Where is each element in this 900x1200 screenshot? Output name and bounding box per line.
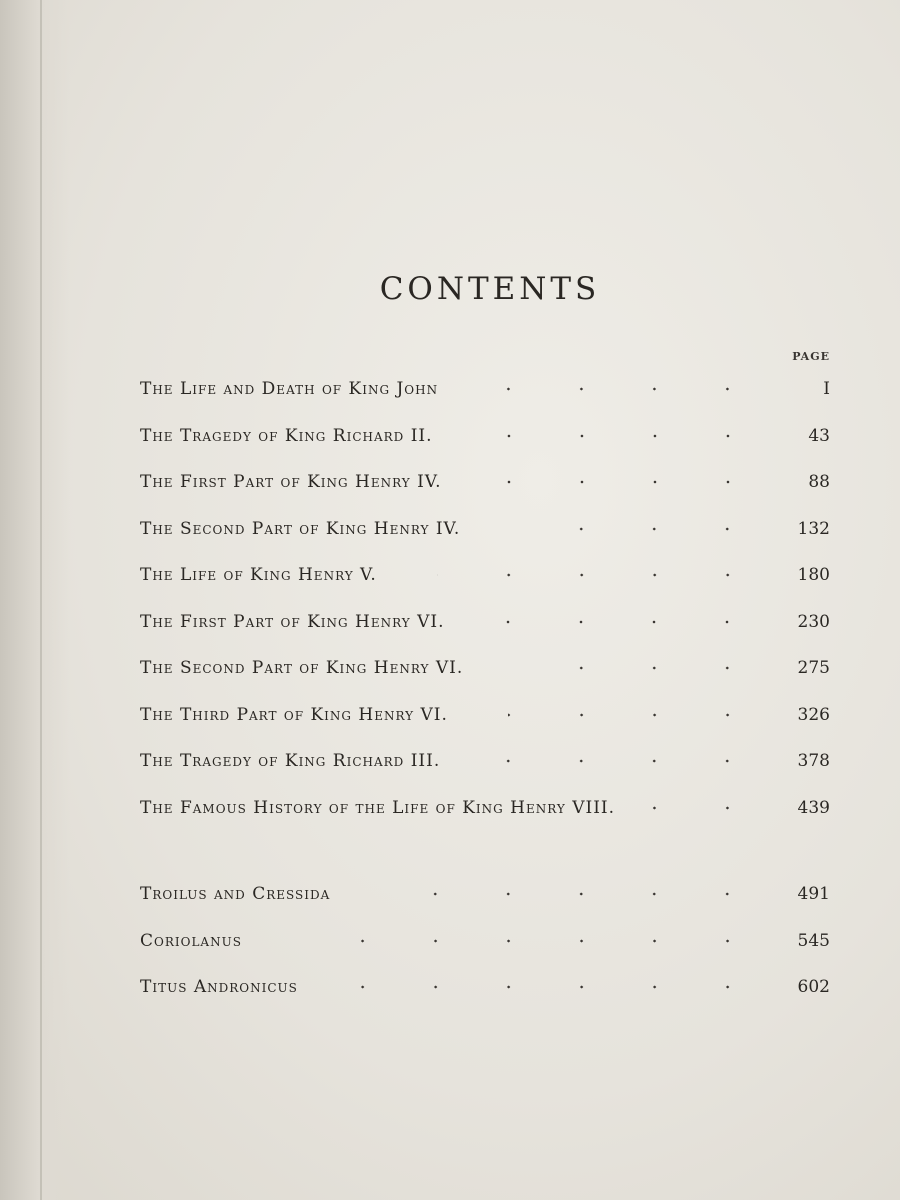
toc-entry	[140, 599, 830, 646]
entry-title: The First Part of King Henry IV.	[140, 472, 442, 493]
entry-page-number: 275	[797, 658, 830, 679]
page-column-label: PAGE	[792, 350, 830, 363]
entry-title: Titus Andronicus	[140, 977, 298, 998]
toc-entry	[140, 645, 830, 692]
entry-page-number: 132	[797, 518, 830, 539]
dot-leader	[629, 806, 764, 810]
dot-leader	[502, 480, 764, 484]
entry-page-number: 491	[797, 884, 830, 905]
table-of-contents	[140, 366, 830, 1011]
dot-leader	[358, 985, 764, 989]
entry-page-number: 230	[797, 611, 830, 632]
toc-entry	[140, 366, 830, 413]
entry-title: The Famous History of the Life of King Henry VIII.	[140, 797, 616, 818]
spine-line	[40, 0, 42, 1200]
entry-title: The Third Part of King Henry VI.	[140, 704, 448, 725]
dot-leader	[437, 573, 764, 577]
toc-entry	[140, 964, 830, 1011]
spine-shadow	[0, 0, 70, 1200]
entry-title: The Second Part of King Henry IV.	[140, 518, 461, 539]
entry-page-number: 439	[797, 797, 830, 818]
entry-title: The Tragedy of King Richard III.	[140, 751, 441, 772]
entry-title: The Tragedy of King Richard II.	[140, 425, 433, 446]
dot-leader	[523, 666, 764, 670]
dot-leader	[500, 759, 764, 763]
toc-entry	[140, 459, 830, 506]
toc-entry	[140, 785, 830, 832]
dot-leader	[520, 527, 764, 531]
dot-leader	[493, 434, 764, 438]
entry-title: The Life and Death of King John	[140, 379, 439, 400]
entry-title: The Life of King Henry V.	[140, 565, 377, 586]
entry-page-number: 88	[808, 472, 830, 493]
entry-title: Coriolanus	[140, 930, 242, 951]
toc-entry	[140, 552, 830, 599]
entry-page-number: 378	[797, 751, 830, 772]
toc-entry	[140, 738, 830, 785]
entry-page-number: 180	[797, 565, 830, 586]
entry-page-number: I	[823, 379, 830, 400]
toc-entry	[140, 918, 830, 965]
contents-heading: CONTENTS	[379, 270, 601, 307]
toc-entry	[140, 413, 830, 460]
dot-leader	[504, 620, 764, 624]
toc-entry	[140, 692, 830, 739]
dot-leader	[390, 892, 764, 896]
dot-leader	[302, 939, 764, 943]
entry-title: The Second Part of King Henry VI.	[140, 658, 464, 679]
entry-title: Troilus and Cressida	[140, 884, 331, 905]
entry-page-number: 43	[808, 425, 830, 446]
entry-page-number: 326	[797, 704, 830, 725]
entry-page-number: 602	[797, 977, 830, 998]
entry-title: The First Part of King Henry VI.	[140, 611, 445, 632]
entry-page-number: 545	[797, 930, 830, 951]
dot-leader	[508, 713, 764, 717]
toc-entry	[140, 506, 830, 553]
dot-leader	[498, 387, 764, 391]
toc-entry	[140, 871, 830, 918]
